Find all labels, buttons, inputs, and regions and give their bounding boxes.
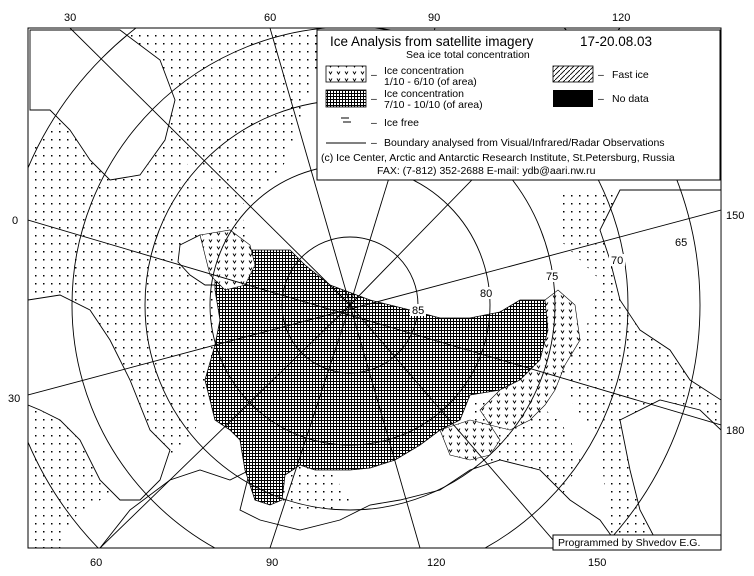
lon-label-top-30: 30 xyxy=(64,12,77,24)
legend-low-conc-label2: 1/10 - 6/10 (of area) xyxy=(384,76,477,88)
legend-swatch-low-concentration xyxy=(326,66,366,82)
svg-text:–: – xyxy=(371,117,377,129)
legend-low-conc-label1: Ice concentration xyxy=(384,65,464,77)
legend-credit-line1: (c) Ice Center, Arctic and Antarctic Research Institute, St.Petersburg, Russia xyxy=(321,152,675,164)
legend-subtitle: Sea ice total concentration xyxy=(406,49,530,61)
svg-text:–: – xyxy=(371,93,377,105)
lat-label-65: 65 xyxy=(675,237,688,249)
lon-label-right-180: 180 xyxy=(726,425,745,437)
lat-label-80: 80 xyxy=(480,288,493,300)
lon-label-top-60: 60 xyxy=(264,12,277,24)
legend-title: Ice Analysis from satellite imagery xyxy=(330,34,534,49)
lat-label-75: 75 xyxy=(546,271,559,283)
lon-label-left-0: 0 xyxy=(12,215,19,227)
legend-swatch-no-data xyxy=(553,90,593,107)
legend-fast-ice-label: Fast ice xyxy=(612,69,649,81)
lon-label-bottom-120: 120 xyxy=(427,557,446,569)
lat-label-85: 85 xyxy=(412,305,425,317)
lon-label-top-120: 120 xyxy=(612,12,631,24)
legend-swatch-high-concentration xyxy=(326,90,366,107)
lon-label-right-150: 150 xyxy=(726,210,745,222)
legend-ice-free-label: Ice free xyxy=(384,117,420,129)
svg-text:–: – xyxy=(371,69,377,81)
programmed-by-text: Programmed by Shvedov E.G. xyxy=(558,537,701,549)
legend-boundary-label: Boundary analysed from Visual/Infrared/Radar Observations xyxy=(384,137,665,149)
svg-text:–: – xyxy=(371,137,377,149)
svg-text:–: – xyxy=(598,93,604,105)
svg-text:–: – xyxy=(598,69,604,81)
programmed-by-box xyxy=(553,535,721,550)
legend xyxy=(317,30,720,180)
lon-label-bottom-60: 60 xyxy=(90,557,103,569)
legend-credit-line2: FAX: (7-812) 352-2688 E-mail: ydb@aari.nw.ru xyxy=(377,165,596,177)
lon-label-left-30: 30 xyxy=(8,393,21,405)
legend-no-data-label: No data xyxy=(612,93,649,105)
legend-high-conc-label2: 7/10 - 10/10 (of area) xyxy=(384,99,483,111)
legend-high-conc-label1: Ice concentration xyxy=(384,88,464,100)
legend-date: 17-20.08.03 xyxy=(580,34,653,49)
lon-label-top-90: 90 xyxy=(428,12,441,24)
lon-label-bottom-90: 90 xyxy=(266,557,279,569)
lat-label-70: 70 xyxy=(611,255,624,267)
legend-swatch-fast-ice xyxy=(553,66,593,82)
lon-label-bottom-150: 150 xyxy=(588,557,607,569)
